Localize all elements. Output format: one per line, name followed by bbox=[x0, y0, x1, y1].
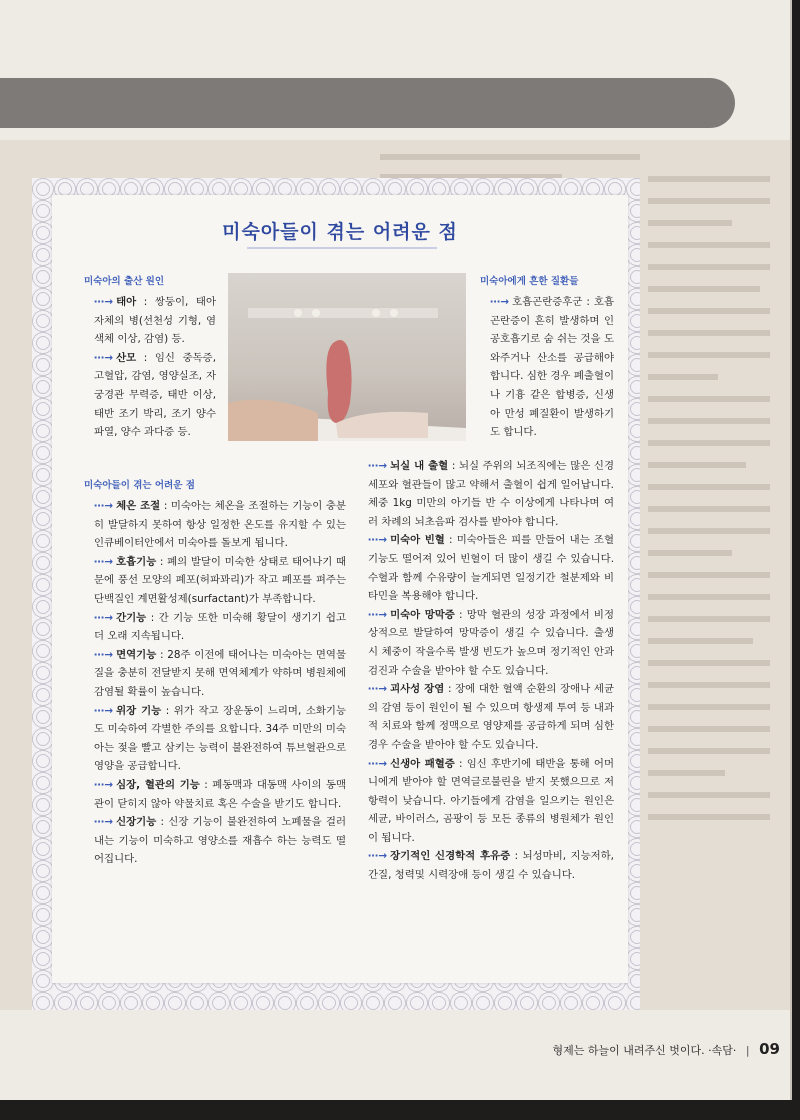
disease-section-top bbox=[480, 273, 614, 442]
disease-item: ⋯→ 장기적인 신경학적 후유증 : 뇌성마비, 지능저하, 간질, 청력및 시력장애 등이 생길 수 있습니다. bbox=[368, 850, 614, 882]
disease-item: ⋯→ 미숙아 빈혈 : 미숙아들은 피를 만들어 내는 조혈기능도 떨어져 있어 빈혈이 더 많이 생길 수 있습니다. 수혈과 함께 수유량이 늘게되면 일정기간 철분제와 비타민을 복용해야 합니다. bbox=[368, 534, 614, 603]
arrow-icon: ⋯→ bbox=[94, 500, 114, 512]
arrow-icon: ⋯→ bbox=[94, 816, 114, 829]
hardship-item: ⋯→ 위장 기능 : 위가 작고 장운동이 느리며, 소화기능도 미숙하여 각별한 주의를 요합니다. 34주 미만의 미숙아는 젖을 빨고 삼키는 능력이 불완전하여 튜브혈관으로 영양을 공급합니다. bbox=[94, 704, 346, 773]
cause-heading: 미숙아의 출산 원인 bbox=[84, 276, 165, 287]
arrow-icon: ⋯→ bbox=[94, 778, 114, 791]
disease-item: ⋯→ 미숙아 망막증 : 망막 혈관의 성장 과정에서 비정상적으로 발달하여 망막증이 생길 수 있습니다. 출생 시 체중이 작을수록 발생 빈도가 높으며 정기적인 안과검진과 수술을 받아야 할 수도 있습니다. bbox=[368, 608, 614, 677]
background-text-blur-right bbox=[640, 160, 780, 990]
article-title: 미숙아들이 겪는 어려운 점 bbox=[222, 221, 458, 243]
disease-item: ⋯→ 신생아 패혈증 : 임신 후반기에 태반을 통해 어머니에게 받아야 할 면역글로불린을 받지 못했으므로 저항력이 낮습니다. 아기들에게 감염을 일으키는 원인은 세균, 바이러스, 곰팡이 등 모든 종류의 병원체가 원인이 됩니다. bbox=[368, 757, 614, 844]
hardship-heading: 미숙아들이 겪는 어려운 점 bbox=[84, 480, 195, 491]
arrow-icon: ⋯→ bbox=[94, 704, 114, 717]
hardship-item: ⋯→ 체온 조절 : 미숙아는 체온을 조절하는 기능이 충분히 발달하지 못하여 항상 일정한 온도를 유지할 수 있는 인큐베이터안에서 미숙아를 돌보게 됩니다. bbox=[94, 500, 346, 550]
hardship-item: ⋯→ 심장, 혈관의 기능 : 폐동맥과 대동맥 사이의 동맥관이 닫히지 않아 약물치료 혹은 수술을 받기도 합니다. bbox=[94, 778, 346, 810]
arrow-icon: ⋯→ bbox=[368, 608, 388, 621]
title-underline bbox=[247, 247, 437, 249]
arrow-icon: ⋯→ bbox=[368, 460, 388, 472]
hardship-item: ⋯→ 면역기능 : 28주 이전에 태어나는 미숙아는 면역물질을 충분히 전달받지 못해 면역체계가 약하며 병원체에 감염될 확률이 높습니다. bbox=[94, 648, 346, 698]
arrow-icon: ⋯→ bbox=[94, 555, 114, 568]
background-text-blur-top bbox=[380, 140, 640, 180]
cause-section bbox=[84, 273, 216, 442]
arrow-icon: ⋯→ bbox=[94, 351, 114, 364]
scan-bottom-edge bbox=[0, 1100, 800, 1120]
arrow-icon: ⋯→ bbox=[368, 850, 388, 863]
page-number: 09 bbox=[759, 1040, 780, 1058]
incubator-hand-illustration bbox=[228, 273, 466, 441]
hardship-item: ⋯→ 신장기능 : 신장 기능이 불완전하여 노폐물을 걸러내는 기능이 미숙하고 영양소를 재흡수 하는 능력도 떨어집니다. bbox=[94, 816, 346, 866]
hardship-section bbox=[84, 477, 346, 869]
arrow-icon: ⋯→ bbox=[368, 534, 388, 547]
top-gray-band bbox=[0, 78, 735, 128]
hardship-item: ⋯→ 호흡기능 : 폐의 발달이 미숙한 상태로 태어나기 때문에 풍선 모양의 폐포(허파꽈리)가 작고 폐포를 펴주는 단백질인 계면활성제(surfactant)가 부족합니다. bbox=[94, 555, 346, 605]
arrow-icon: ⋯→ bbox=[368, 683, 388, 696]
arrow-icon: ⋯→ bbox=[490, 296, 510, 308]
cause-item: ⋯→ 태아 : 쌍둥이, 태아 자체의 병(선천성 기형, 염색체 이상, 감염) 등. bbox=[94, 296, 216, 346]
disease-item: ⋯→ 괴사성 장염 : 장에 대한 혈액 순환의 장애나 세균의 감염 등이 원인이 될 수 있으며 항생제 투여 등 내과적 치료와 함께 정맥으로 영양제를 공급하게 되며 심한 경우 수술을 받아야 할 수도 있습니다. bbox=[368, 683, 614, 751]
disease-section bbox=[358, 457, 614, 885]
disease-item: ⋯→ 호흡곤란증후군 : 호흡곤란증이 흔히 발생하며 인공호흡기로 숨 쉬는 것을 도와주거나 산소를 공급해야 합니다. 심한 경우 폐출혈이나 기흉 같은 합병증, 신생아 만성 폐질환이 발생하기도 합니다. bbox=[490, 296, 614, 439]
arrow-icon: ⋯→ bbox=[94, 611, 114, 624]
footer-proverb: 형제는 하늘이 내려주신 벗이다. ·속담· bbox=[552, 1044, 737, 1057]
newborn-hand-photo bbox=[228, 273, 466, 441]
disease-item: ⋯→ 뇌실 내 출혈 : 뇌실 주위의 뇌조직에는 많은 신경 세포와 혈관들이 많고 약해서 출혈이 쉽게 일어납니다. 체중 1kg 미만의 아기들 반 수 이상에게 나타나며 여러 차례의 뇌초음파 검사를 받아야 합니다. bbox=[368, 460, 614, 528]
disease-heading: 미숙아에게 흔한 질환들 bbox=[480, 276, 579, 287]
arrow-icon: ⋯→ bbox=[94, 296, 114, 308]
article-card bbox=[52, 195, 628, 983]
arrow-icon: ⋯→ bbox=[368, 757, 388, 770]
arrow-icon: ⋯→ bbox=[94, 648, 114, 661]
page-footer: 형제는 하늘이 내려주신 벗이다. ·속담· | 09 bbox=[552, 1040, 780, 1058]
cause-item: ⋯→ 산모 : 임신 중독증, 고혈압, 감염, 영양실조, 자궁경관 무력증, 태반 이상, 태반 조기 박리, 조기 양수 파열, 양수 과다증 등. bbox=[94, 351, 216, 439]
hardship-item: ⋯→ 간기능 : 간 기능 또한 미숙해 황달이 생기기 쉽고 더 오래 지속됩니다. bbox=[94, 611, 346, 643]
